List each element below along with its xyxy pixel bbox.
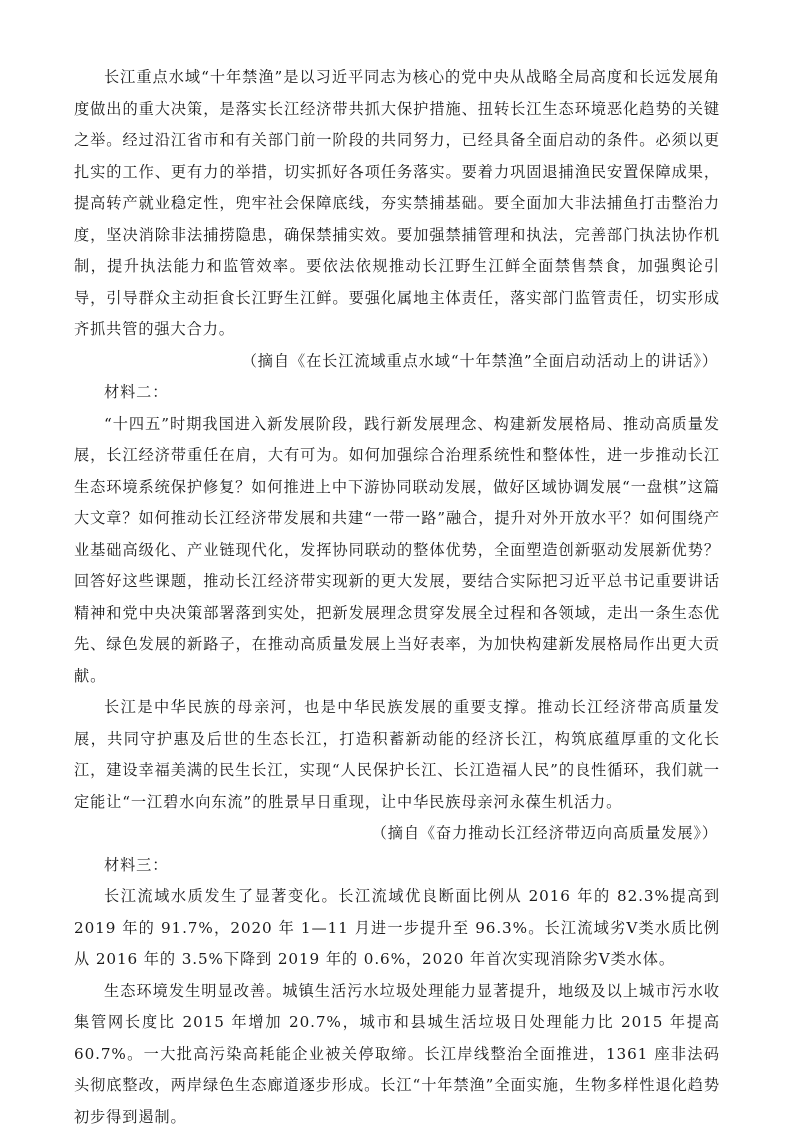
material-two-paragraph-1: “十四五”时期我国进入新发展阶段，践行新发展理念、构建新发展格局、推动高质量发展，长江经济带重任在肩，大有可为。如何加强综合治理系统性和整体性，进一步推动长江生态环境系统保护修复？如何推进上中下游协同联动发展，做好区域协调发展“一盘棋”这篇大文章？如何推动长江经济带发展和共建“一带一路”融合，提升对外开放水平？如何围绕产业基础高级化、产业链现代化，发挥协同联动的整体优势，全面塑造创新驱动发展新优势？回答好这些课题，推动长江经济带实现新的更大发展，要结合实际把习近平总书记重要讲话精神和党中央决策部署落到实处，把新发展理念贯穿发展全过程和各领域，走出一条生态优先、绿色发展的新路子，在推动高质量发展上当好表率，为加快构建新发展格局作出更大贡献。: [74, 409, 720, 693]
material-one-paragraph: 长江重点水域“十年禁渔”是以习近平同志为核心的党中央从战略全局高度和长远发展角度做出的重大决策，是落实长江经济带共抓大保护措施、扭转长江生态环境恶化趋势的关键之举。经过沿江省市和有关部门前一阶段的共同努力，已经具备全面启动的条件。必须以更扎实的工作、更有力的举措，切实抓好各项任务落实。要着力巩固退捕渔民安置保障成果，提高转产就业稳定性，兜牢社会保障底线，夯实禁捕基础。要全面加大非法捕鱼打击整治力度，坚决消除非法捕捞隐患，确保禁捕实效。要加强禁捕管理和执法，完善部门执法协作机制，提升执法能力和监管效率。要依法依规推动长江野生江鲜全面禁售禁食，加强舆论引导，引导群众主动拒食长江野生江鲜。要强化属地主体责任，落实部门监管责任，切实形成齐抓共管的强大合力。: [74, 62, 720, 346]
material-three-paragraph-2: 生态环境发生明显改善。城镇生活污水垃圾处理能力显著提升，地级及以上城市污水收集管网长度比 2015 年增加 20.7%，城市和县城生活垃圾日处理能力比 2015 年提高 60.7%。一大批高污染高耗能企业被关停取缔。长江岸线整治全面推进，1361 座非法码头彻底整改，两岸绿色生态廊道逐步形成。长江“十年禁渔”全面实施，生物多样性退化趋势初步得到遏制。: [74, 976, 720, 1133]
document-page: [74, 62, 720, 1133]
material-one-source: （摘自《在长江流域重点水域“十年禁渔”全面启动活动上的讲话》）: [74, 346, 720, 378]
material-two-label: 材料二：: [74, 377, 720, 409]
material-three-label: 材料三：: [74, 850, 720, 882]
material-three-paragraph-1: 长江流域水质发生了显著变化。长江流域优良断面比例从 2016 年的 82.3%提高到 2019 年的 91.7%，2020 年 1—11 月进一步提升至 96.3%。长江流域劣Ⅴ类水质比例从 2016 年的 3.5%下降到 2019 年的 0.6%，2020 年首次实现消除劣Ⅴ类水体。: [74, 881, 720, 976]
material-two-paragraph-2: 长江是中华民族的母亲河，也是中华民族发展的重要支撑。推动长江经济带高质量发展，共同守护惠及后世的生态长江，打造积蓄新动能的经济长江，构筑底蕴厚重的文化长江，建设幸福美满的民生长江，实现“人民保护长江、长江造福人民”的良性循环，我们就一定能让“一江碧水向东流”的胜景早日重现，让中华民族母亲河永葆生机活力。: [74, 692, 720, 818]
material-two-source: （摘自《奋力推动长江经济带迈向高质量发展》）: [74, 818, 720, 850]
